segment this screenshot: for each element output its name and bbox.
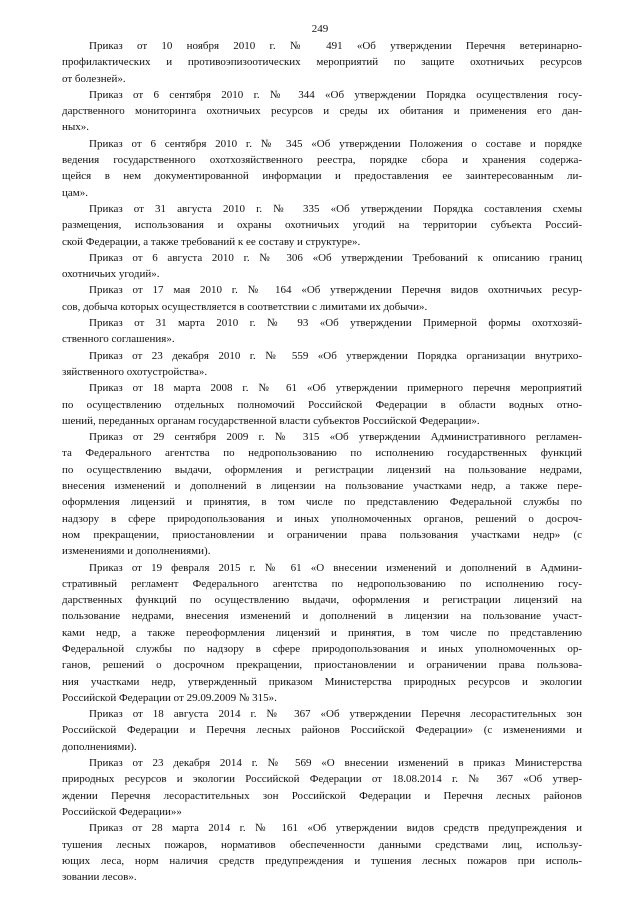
order-text-line: ющих леса, норм наличия средств предупреждения и тушения лесных пожаров при исполь-	[62, 854, 582, 867]
order-text-line: ждении Перечня лесорастительных зон Российской Федерации и Перечня лесных районов	[62, 789, 582, 802]
order-text-line: охотничьих угодий».	[62, 268, 160, 281]
order-entry	[62, 38, 582, 87]
order-title-line: Приказ от 18 августа 2014 г. № 367 «Об утверждении Перечня лесорастительных зон	[89, 708, 582, 721]
order-entry	[62, 755, 582, 820]
order-text-line: ных».	[62, 121, 90, 134]
order-text-line: стративный регламент Федерального агентства по недропользованию по исполнению госу-	[62, 577, 582, 590]
order-entry	[62, 429, 582, 559]
order-text-line: тушения лесных пожаров, нормативов обеспеченности данными средствами лиц, использу-	[62, 838, 582, 851]
order-entry	[62, 380, 582, 429]
order-text-line: профилактических и противоэпизоотических мероприятий по защите охотничьих ресурсов	[62, 56, 582, 69]
order-entry	[62, 87, 582, 136]
order-entry	[62, 136, 582, 201]
order-text-line: пользование недрами, внесения изменений и дополнений в лицензии на пользование участ-	[62, 610, 582, 623]
order-text-line: ния участками недр, утвержденный приказом Министерства природных ресурсов и экологии	[62, 675, 582, 688]
order-text-line: оформления лицензий и принятия, в том числе по представлению Федеральной службы по	[62, 496, 582, 509]
order-title-line: Приказ от 31 августа 2010 г. № 335 «Об утверждении Порядка составления схемы	[89, 202, 582, 215]
order-text-line: изменениями и дополнениями).	[62, 545, 211, 558]
order-text-line: цам».	[62, 186, 88, 199]
document-body	[62, 38, 582, 885]
order-text-line: та Федерального агентства по недропользованию по исполнению государственных функций	[62, 447, 582, 460]
order-entry	[62, 820, 582, 885]
order-text-line: дарственного мониторинга охотничьих ресурсов и среды их обитания и применения его дан-	[62, 105, 582, 118]
order-title-line: Приказ от 18 марта 2008 г. № 61 «Об утверждении примерного перечня мероприятий	[89, 382, 582, 395]
order-text-line: ведения государственного охотхозяйственного реестра, порядке сбора и хранения содержа-	[62, 154, 582, 167]
order-title-line: Приказ от 6 сентября 2010 г. № 345 «Об утверждении Положения о составе и порядке	[89, 137, 582, 150]
order-text-line: надзору в сфере природопользования и иных уполномоченных органов, решений о досроч-	[62, 512, 582, 525]
order-title-line: Приказ от 10 ноября 2010 г. № 491 «Об утверждении Перечня ветеринарно-	[89, 40, 582, 52]
order-text-line: по осуществлению отдельных полномочий Российской Федерации в области водных отно-	[62, 398, 582, 411]
order-title-line: Приказ от 23 декабря 2010 г. № 559 «Об утверждении Порядка организации внутрихо-	[89, 349, 582, 362]
order-entry	[62, 348, 582, 381]
order-entry	[62, 560, 582, 707]
order-text-line: ном прекращении, приостановлении и ограничении права пользования участками недр» (с	[62, 528, 582, 541]
order-title-line: Приказ от 23 декабря 2014 г. № 569 «О внесении изменений в приказ Министерства	[89, 757, 582, 770]
order-text-line: от болезней».	[62, 72, 126, 85]
order-text-line: дополнениями).	[62, 740, 137, 753]
order-text-line: размещения, использования и охраны охотничьих угодий на территории субъекта Россий-	[62, 219, 582, 232]
order-entry	[62, 282, 582, 315]
order-text-line: внесения изменений и дополнений в лицензии на пользование участками недр, а также пере-	[62, 480, 582, 493]
order-text-line: сов, добыча которых осуществляется в соответствии с лимитами их добычи».	[62, 300, 428, 313]
order-text-line: ганов, решений о досрочном прекращении, приостановлении и ограничении права пользова-	[62, 659, 582, 672]
order-text-line: зовании лесов».	[62, 871, 137, 884]
order-text-line: по осуществлению выдачи, оформления и регистрации лицензий на пользование недрами,	[62, 463, 582, 476]
order-title-line: Приказ от 6 августа 2010 г. № 306 «Об утверждении Требований к описанию границ	[89, 251, 582, 264]
order-text-line: Федеральной службы по надзору в сфере природопользования и иных уполномоченных ор-	[62, 642, 582, 655]
order-title-line: Приказ от 6 сентября 2010 г. № 344 «Об утверждении Порядка осуществления госу-	[89, 88, 582, 101]
order-title-line: Приказ от 29 сентября 2009 г. № 315 «Об утверждении Административного регламен-	[89, 431, 582, 444]
order-text-line: шений, переданных органам государственной власти субъектов Российской Федерации».	[62, 414, 480, 427]
order-text-line: Российской Федерации»»	[62, 805, 182, 818]
order-title-line: Приказ от 17 мая 2010 г. № 164 «Об утверждении Перечня видов охотничьих ресур-	[89, 284, 582, 297]
order-text-line: дарственных функций по осуществлению выдачи, оформления и регистрации лицензий на	[62, 594, 582, 607]
order-entry	[62, 201, 582, 250]
order-entry	[62, 250, 582, 283]
order-text-line: Российской Федерации от 29.09.2009 № 315».	[62, 691, 277, 704]
order-text-line: ственного соглашения».	[62, 333, 175, 346]
order-text-line: Российской Федерации и Перечня лесных районов Российской Федерации» (с изменениями и	[62, 724, 582, 737]
order-text-line: зяйственного охотустройства».	[62, 365, 208, 378]
order-text-line: щейся в нем документированной информации и предоставления ее заинтересованным ли-	[62, 170, 582, 183]
order-title-line: Приказ от 31 марта 2010 г. № 93 «Об утверждении Примерной формы охотхозяй-	[89, 317, 582, 330]
order-title-line: Приказ от 19 февраля 2015 г. № 61 «О внесении изменений и дополнений в Админи-	[89, 561, 582, 574]
order-entry	[62, 315, 582, 348]
order-entry	[62, 706, 582, 755]
page-number: 249	[311, 23, 329, 35]
order-text-line: ской Федерации, а также требований к ее составу и структуре».	[62, 235, 361, 248]
order-title-line: Приказ от 28 марта 2014 г. № 161 «Об утверждении видов средств предупреждения и	[89, 822, 582, 835]
order-text-line: ками недр, а также переоформления лицензий и принятия, в том числе по представлению	[62, 626, 582, 639]
order-text-line: природных ресурсов и экологии Российской Федерации от 18.08.2014 г. № 367 «Об утвер-	[62, 773, 582, 786]
